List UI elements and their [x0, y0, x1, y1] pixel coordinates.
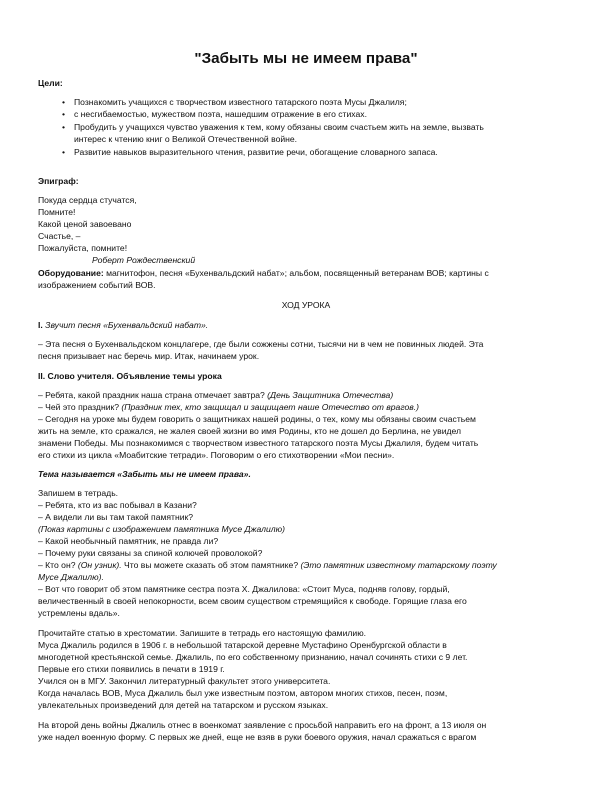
- equipment-line-2: изображением событий ВОВ.: [38, 280, 156, 290]
- bio-line: Муса Джалиль родился в 1906 г. в небольшой татарской деревне Мустафино Оренбургской области в: [38, 640, 447, 650]
- question-line: [38, 402, 578, 414]
- epigraph-heading: Эпиграф:: [38, 176, 79, 186]
- section-2-para: его стихи из цикла «Моабитские тетради». Поговорим о его стихотворении «Мои песни».: [38, 450, 395, 460]
- goal-item-3: Пробудить у учащихся чувство уважения к тем, кому обязаны своим счастьем жить на земле, вызвать: [74, 122, 484, 132]
- bio-line: многодетной крестьянской семье. Джалиль, по его собственному признанию, начал сочинять стихи с 9 лет.: [38, 652, 468, 662]
- lesson-heading: ХОД УРОКА: [281, 300, 331, 310]
- epigraph-line: Какой ценой завоевано: [38, 219, 132, 229]
- section-2-para: жить на земле, кто сражался, не жалея своей жизни во имя Родины, кто не дошел до Берлина, не увидел: [38, 426, 462, 436]
- section-1-para: песня призывает нас беречь мир. Итак, начинаем урок.: [38, 351, 260, 361]
- section-2-heading: II. Слово учителя. Объявление темы урока: [38, 371, 222, 381]
- dialog-line: – Какой необычный памятник, не правда ли?: [38, 536, 219, 546]
- answer-text: (Праздник тех, кто защищал и защищает наше Отечество от врагов.): [121, 402, 419, 412]
- goal-item-2: с несгибаемостью, мужеством поэта, нашедшим отражение в его стихах.: [74, 109, 367, 119]
- dialog-line: [38, 560, 578, 572]
- section-2-para: знамени Победы. Мы познакомимся с творчеством известного татарского поэта Мусы Джалиля, будем читать: [38, 438, 479, 448]
- question-text: – Чей это праздник?: [38, 402, 122, 412]
- war-line: На второй день войны Джалиль отнес в военкомат заявление с просьбой направить его на фронт, а 13 июля он: [38, 720, 487, 730]
- section-1-title: Звучит песня «Бухенвальдский набат».: [42, 320, 209, 330]
- war-line: уже надел военную форму. С первых же дней, еще не взяв в руки боевого оружия, начал сражаться с врагом: [38, 732, 477, 742]
- bio-line: Прочитайте статью в хрестоматии. Запишите в тетрадь его настоящую фамилию.: [38, 628, 367, 638]
- dialog-answer: (Он узник).: [77, 560, 122, 570]
- dialog-line: – Почему руки связаны за спиной колючей проволокой?: [38, 548, 263, 558]
- dialog-line: устремлены вдаль».: [38, 608, 120, 618]
- dialog-line: – А видели ли вы там такой памятник?: [38, 512, 194, 522]
- equipment-text: магнитофон, песня «Бухенвальдский набат»; альбом, посвященный ветеранам ВОВ; картины с: [103, 268, 489, 278]
- dialog-text: – Кто он?: [38, 560, 78, 570]
- bullet-icon: •: [62, 109, 66, 119]
- epigraph-line: Помните!: [38, 207, 76, 217]
- bullet-icon: •: [62, 97, 66, 107]
- dialog-line: величественный в своей непокорности, всем своим существом стремящийся к свободе. Горящие глаза его: [38, 596, 467, 606]
- dialog-line: (Показ картины с изображением памятника Мусе Джалилю): [38, 524, 285, 534]
- dialog-line: Запишем в тетрадь.: [38, 488, 119, 498]
- section-1-heading: [38, 320, 578, 332]
- section-1-number: I.: [38, 320, 43, 330]
- dialog-answer: (Это памятник известному татарскому поэту: [300, 560, 497, 570]
- goals-heading: Цели:: [38, 78, 63, 88]
- question-text: – Ребята, какой праздник наша страна отмечает завтра?: [38, 390, 268, 400]
- bullet-icon: •: [62, 147, 66, 157]
- section-1-para: – Эта песня о Бухенвальдском концлагере, где были сожжены сотни, тысячи ни в чем не повинных людей. Эта: [38, 339, 484, 349]
- bullet-icon: •: [62, 122, 66, 132]
- epigraph-line: Пожалуйста, помните!: [38, 243, 128, 253]
- equipment-line-1: [38, 268, 578, 280]
- goal-item-1: Познакомить учащихся с творчеством известного татарского поэта Мусы Джалиля;: [74, 97, 407, 107]
- epigraph-author: Роберт Рождественский: [92, 255, 196, 265]
- epigraph-line: Покуда сердца стучатся,: [38, 195, 137, 205]
- bio-line: увлекательных произведений для детей на татарском и русском языках.: [38, 700, 329, 710]
- dialog-line: – Ребята, кто из вас побывал в Казани?: [38, 500, 197, 510]
- epigraph-line: Счастье, –: [38, 231, 81, 241]
- goal-item-3-cont: интерес к чтению книг о Великой Отечественной войне.: [74, 134, 298, 144]
- question-line: [38, 390, 578, 402]
- answer-text: (День Защитника Отечества): [267, 390, 394, 400]
- lesson-topic: Тема называется «Забыть мы не имеем права».: [38, 469, 251, 479]
- equipment-label: Оборудование:: [38, 268, 104, 278]
- dialog-line: Мусе Джалилю).: [38, 572, 104, 582]
- bio-line: Первые его стихи появились в печати в 1919 г.: [38, 664, 225, 674]
- dialog-line: – Вот что говорит об этом памятнике сестра поэта Х. Джалилова: «Стоит Муса, подняв голову, гордый,: [38, 584, 450, 594]
- goal-item-4: Развитие навыков выразительного чтения, развитие речи, обогащение словарного запаса.: [74, 147, 438, 157]
- bio-line: Когда началась ВОВ, Муса Джалиль был уже известным поэтом, автором многих стихов, песен, поэм,: [38, 688, 448, 698]
- bio-line: Учился он в МГУ. Закончил литературный факультет этого университета.: [38, 676, 331, 686]
- dialog-text: Что вы можете сказать об этом памятнике?: [121, 560, 301, 570]
- document-title: "Забыть мы не имеем права": [194, 50, 418, 67]
- section-2-para: – Сегодня на уроке мы будем говорить о защитниках нашей родины, о тех, кому мы обязаны своим счастьем: [38, 414, 476, 424]
